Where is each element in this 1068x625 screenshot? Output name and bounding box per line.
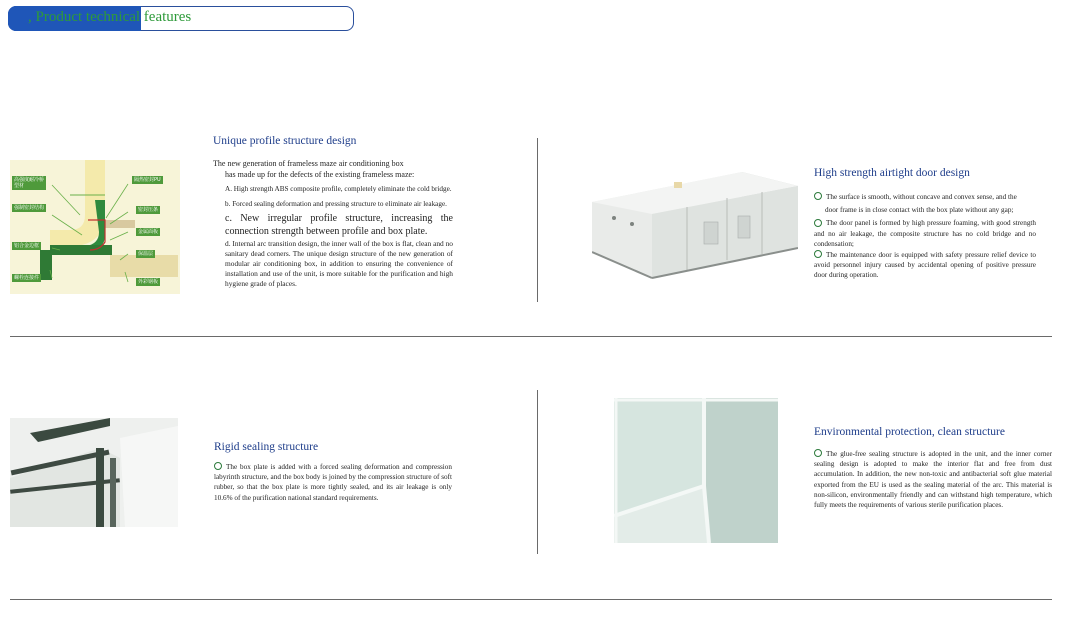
check-icon (814, 192, 822, 200)
door-bullet-1b: door frame is in close contact with the box plate without any gap; (825, 206, 1014, 215)
label-panel: 金属面板 (138, 229, 159, 235)
divider-vertical-top (537, 138, 538, 302)
divider-vertical-bottom (537, 390, 538, 554)
check-icon (814, 250, 822, 258)
unique-point-a: A. High strength ABS composite profile, completely eliminate the cold bridge. (225, 185, 452, 193)
page-title: , Product technical features (28, 9, 192, 25)
section-body-rigid (214, 462, 452, 503)
clean-corner-photo (614, 398, 778, 543)
section-title-env: Environmental protection, clean structure (814, 426, 1005, 438)
label-frame: 铝合金边框 (14, 243, 40, 249)
label-bolt: 螺栓连接件 (14, 275, 40, 281)
unique-intro: The new generation of frameless maze air conditioning box (213, 159, 404, 168)
unique-intro-2: has made up for the defects of the existing frameless maze: (225, 170, 415, 179)
unique-point-d: d. Internal arc transition design, the inner wall of the box is flat, clean and no sanitary dead corners. The unique design structure of the new generation of modular air conditioning box, in addition to ensuring the convenience of installation and use of the unit, is more suitable for the purification and high hygiene grade of places. (225, 239, 453, 288)
label-insulation: 保温层 (138, 251, 154, 257)
check-icon (814, 449, 822, 457)
unique-point-c: c. New irregular profile structure, increasing the connection strength between profile and box plate. (225, 213, 453, 237)
profile-structure-diagram (10, 160, 180, 294)
sealing-structure-photo (10, 418, 178, 527)
divider-bottom (10, 599, 1052, 600)
section-title-rigid: Rigid sealing structure (214, 441, 319, 453)
section-body-env (814, 449, 1052, 510)
label-steel: 外彩钢板 (138, 279, 159, 285)
label-pu: 隔热密封PU (134, 177, 161, 183)
divider-middle (10, 336, 1052, 337)
door-bullet-1: The surface is smooth, without concave and convex sense, and the (814, 192, 1036, 202)
door-bullet-2: The door panel is formed by high pressure foaming, with good strength and no air leakage, the composite structure has no cold bridge and no condensation; (814, 219, 1036, 248)
section-title-unique: Unique profile structure design (213, 135, 357, 147)
rigid-bullet-1: The box plate is added with a forced sealing deformation and compression labyrinth structure, and the box body is joined by the compression structure of soft rubber, so that the box plate is more tightly sealed, and its air leakage is only 10.6% of the purification national standard requirements. (214, 463, 452, 502)
door-bullet-3: The maintenance door is equipped with safety pressure relief device to avoid personnel injury caused by accidental opening of positive pressure door during operation. (814, 251, 1036, 280)
section-title-door: High strength airtight door design (814, 167, 970, 179)
check-icon (814, 219, 822, 227)
label-profile: 高强度耐冷桥型材 (14, 177, 45, 189)
unique-point-b: b. Forced sealing deformation and pressing structure to eliminate air leakage. (225, 200, 447, 208)
label-strip: 密封压条 (138, 207, 159, 213)
section-body-unique (213, 158, 453, 289)
label-seal: 强制密封结构 (14, 205, 45, 211)
air-handling-unit-photo (592, 160, 798, 284)
check-icon (214, 462, 222, 470)
env-bullet-1: The glue-free sealing structure is adopted in the unit, and the inner corner sealing design is adopted to make the interior flat and free from dust accumulation. In addition, the new non-toxic and antibacterial soft glue material exported from the EU is used as the sealing material of the arc. This material is non-silicon, environmentally friendly and can withstand high temperature, which fully meets the requirements of various sterile purification places. (814, 450, 1052, 510)
section-body-door (814, 192, 1036, 281)
